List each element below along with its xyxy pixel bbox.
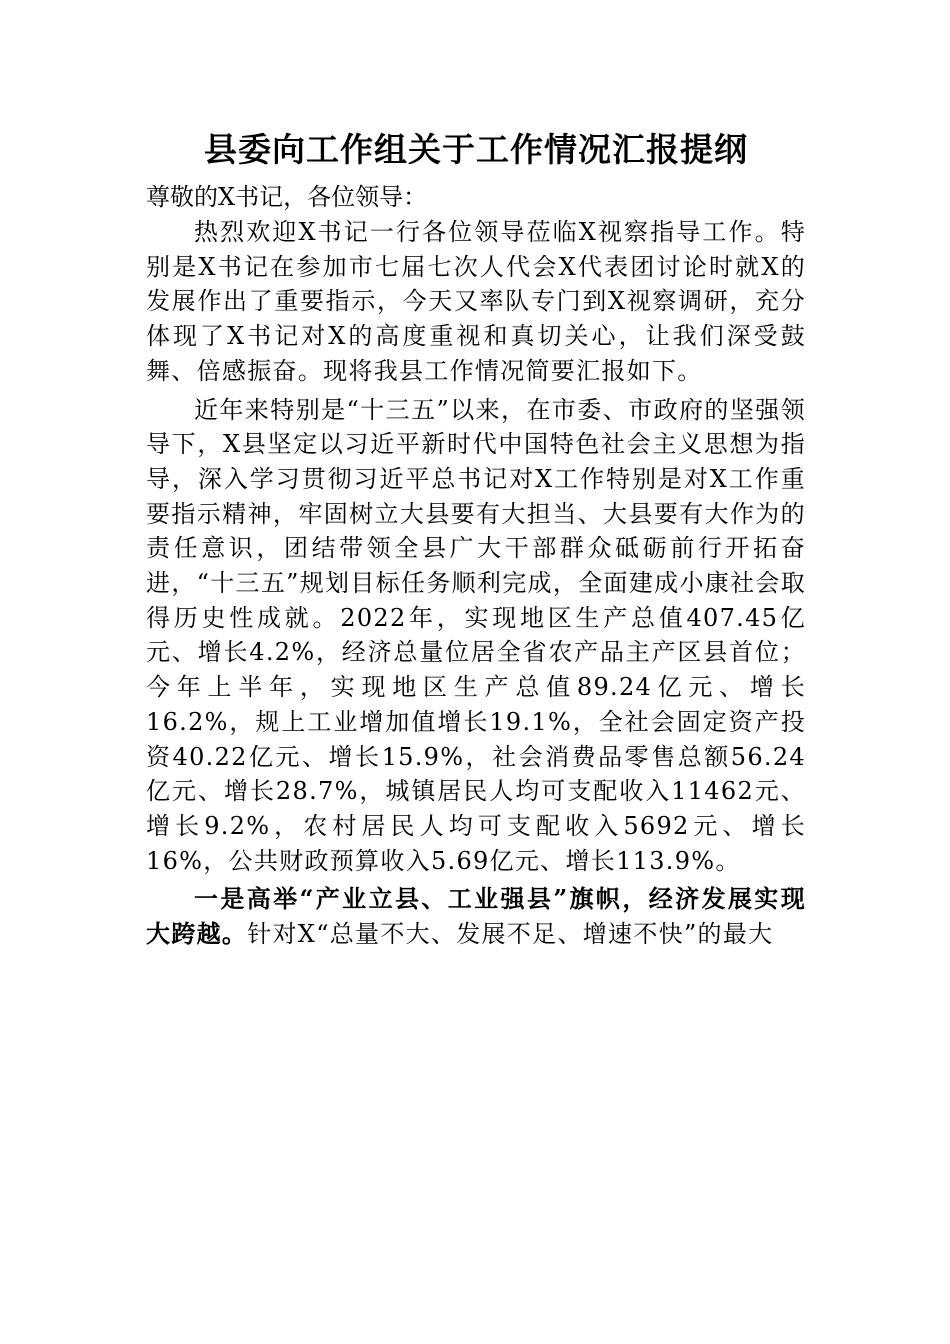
paragraph-overview: 近年来特别是“十三五”以来，在市委、市政府的坚强领导下，X县坚定以习近平新时代中国特色社会主义思想为指导，深入学习贯彻习近平总书记对X工作特别是对X工作重要指示精神，牢固树立大县要有大担当、大县要有大作为的责任意识，团结带领全县广大干部群众砥砺前行开拓奋进，“十三五”规划目标任务顺利完成，全面建成小康社会取得历史性成就。2022年，实现地区生产总值407.45亿元、增长4.2%，经济总量位居全省农产品主产区县首位；今年上半年，实现地区生产总值89.24亿元、增长16.2%，规上工业增加值增长19.1%，全社会固定资产投资40.22亿元、增长15.9%，社会消费品零售总额56.24亿元、增长28.7%，城镇居民人均可支配收入11462元、增长9.2%，农村居民人均可支配收入5692元、增长16%，公共财政预算收入5.69亿元、增长113.9%。 [146,395,806,875]
point-one-heading: 一是高举“产业立县、工业强县”旗帜，经济发展实现大跨越。 [146,884,806,949]
point-one-body: 针对X“总量不大、发展不足、增速不快”的最大 [247,920,774,949]
paragraph-welcome: 热烈欢迎X书记一行各位领导莅临X视察指导工作。特别是X书记在参加市七届七次人代会X代表团讨论时就X的发展作出了重要指示，今天又率队专门到X视察调研，充分体现了X书记对X的高度重视和真切关心，让我们深受鼓舞、倍感振奋。现将我县工作情况简要汇报如下。 [146,218,806,385]
document-title: 县委向工作组关于工作情况汇报提纲 [204,130,748,169]
salutation: 尊敬的X书记，各位领导： [146,183,428,211]
paragraph-point-one [146,882,806,951]
document-page [146,128,806,952]
